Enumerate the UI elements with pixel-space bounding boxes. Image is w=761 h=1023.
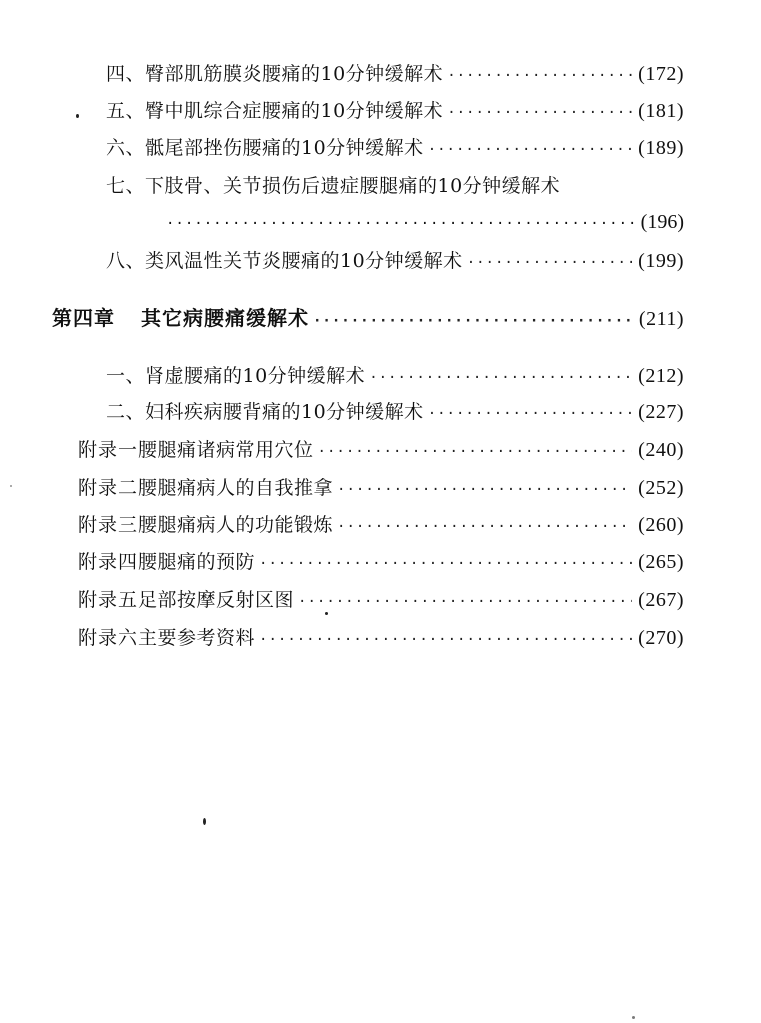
toc-entry-title: 六、骶尾部挫伤腰痛的10分钟缓解术: [106, 137, 424, 159]
toc-entry-section-6[interactable]: [106, 136, 684, 162]
appendix-label: 附录五: [78, 589, 139, 611]
toc-entry-title: 八、类风温性关节炎腰痛的10分钟缓解术: [106, 250, 463, 272]
appendix-label: 附录六: [78, 627, 139, 649]
toc-entry-page: (267): [638, 589, 684, 611]
toc-entry-section-7-continuation[interactable]: [166, 211, 684, 234]
leader-dots: [298, 590, 632, 614]
toc-entry-title: 五、臀中肌综合症腰痛的10分钟缓解术: [106, 100, 444, 122]
toc-entry-appendix-2[interactable]: [78, 476, 684, 502]
toc-entry-section-4[interactable]: [106, 62, 684, 88]
toc-entry-page: (199): [638, 250, 684, 272]
chapter-label: 第四章: [52, 306, 115, 330]
appendix-label: 附录三: [78, 514, 139, 536]
toc-entry-page: (252): [638, 477, 684, 499]
toc-entry-section-8[interactable]: [106, 249, 684, 275]
toc-entry-page: (260): [638, 514, 684, 536]
toc-entry-section-7[interactable]: [106, 174, 684, 198]
toc-entry-title: 足部按摩反射区图: [138, 589, 295, 611]
toc-entry-appendix-5[interactable]: [78, 588, 684, 614]
toc-entry-title: 腰腿痛病人的功能锻炼: [138, 514, 334, 536]
leader-dots: [259, 628, 632, 652]
leader-dots: [337, 478, 632, 502]
leader-dots: [447, 101, 632, 125]
toc-entry-chapter-4[interactable]: [52, 306, 684, 333]
scan-speck: [76, 114, 79, 118]
toc-entry-page: (181): [638, 100, 684, 122]
toc-entry-title: 七、下肢骨、关节损伤后遗症腰腿痛的10分钟缓解术: [106, 175, 561, 197]
leader-dots: [337, 515, 632, 539]
toc-entry-title: 腰腿痛的预防: [138, 551, 256, 573]
toc-entry-page: (212): [638, 365, 684, 387]
appendix-label: 附录二: [78, 477, 139, 499]
toc-entry-ch4-section-1[interactable]: [106, 364, 684, 390]
leader-dots: [318, 440, 633, 464]
toc-entry-page: (265): [638, 551, 684, 573]
leader-dots: [369, 366, 632, 390]
toc-entry-ch4-section-2[interactable]: [106, 400, 684, 426]
toc-entry-page: (270): [638, 627, 684, 649]
chapter-title: 其它病腰痛缓解术: [141, 306, 309, 330]
leader-dots: [313, 309, 633, 333]
appendix-label: 附录一: [78, 439, 139, 461]
appendix-label: 附录四: [78, 551, 139, 573]
toc-entry-appendix-1[interactable]: [78, 438, 684, 464]
scan-speck: [203, 818, 206, 825]
toc-entry-title: 四、臀部肌筋膜炎腰痛的10分钟缓解术: [106, 63, 444, 85]
toc-entry-title: 腰腿痛诸病常用穴位: [138, 439, 314, 461]
toc-entry-appendix-3[interactable]: [78, 513, 684, 539]
toc-entry-section-5[interactable]: [106, 99, 684, 125]
toc-entry-title: 主要参考资料: [138, 627, 256, 649]
leader-dots: [428, 402, 632, 426]
toc-entry-page: (189): [638, 137, 684, 159]
toc-entry-page: (172): [638, 63, 684, 85]
leader-dots: [428, 138, 632, 162]
scan-speck: [632, 1016, 635, 1019]
scan-speck: [10, 485, 12, 487]
leader-dots: [447, 64, 632, 88]
scan-speck: [325, 612, 328, 615]
toc-entry-appendix-6[interactable]: [78, 626, 684, 652]
toc-entry-title: 二、妇科疾病腰背痛的10分钟缓解术: [106, 401, 424, 423]
toc-entry-page: (196): [640, 211, 684, 233]
toc-entry-title: 腰腿痛病人的自我推拿: [138, 477, 334, 499]
toc-entry-page: (240): [638, 439, 684, 461]
toc-entry-page: (211): [638, 308, 684, 330]
toc-entry-page: (227): [638, 401, 684, 423]
leader-dots: [259, 552, 632, 576]
toc-entry-appendix-4[interactable]: [78, 550, 684, 576]
leader-dots: [467, 251, 632, 275]
leader-dots: [166, 216, 635, 232]
toc-entry-title: 一、肾虚腰痛的10分钟缓解术: [106, 365, 366, 387]
